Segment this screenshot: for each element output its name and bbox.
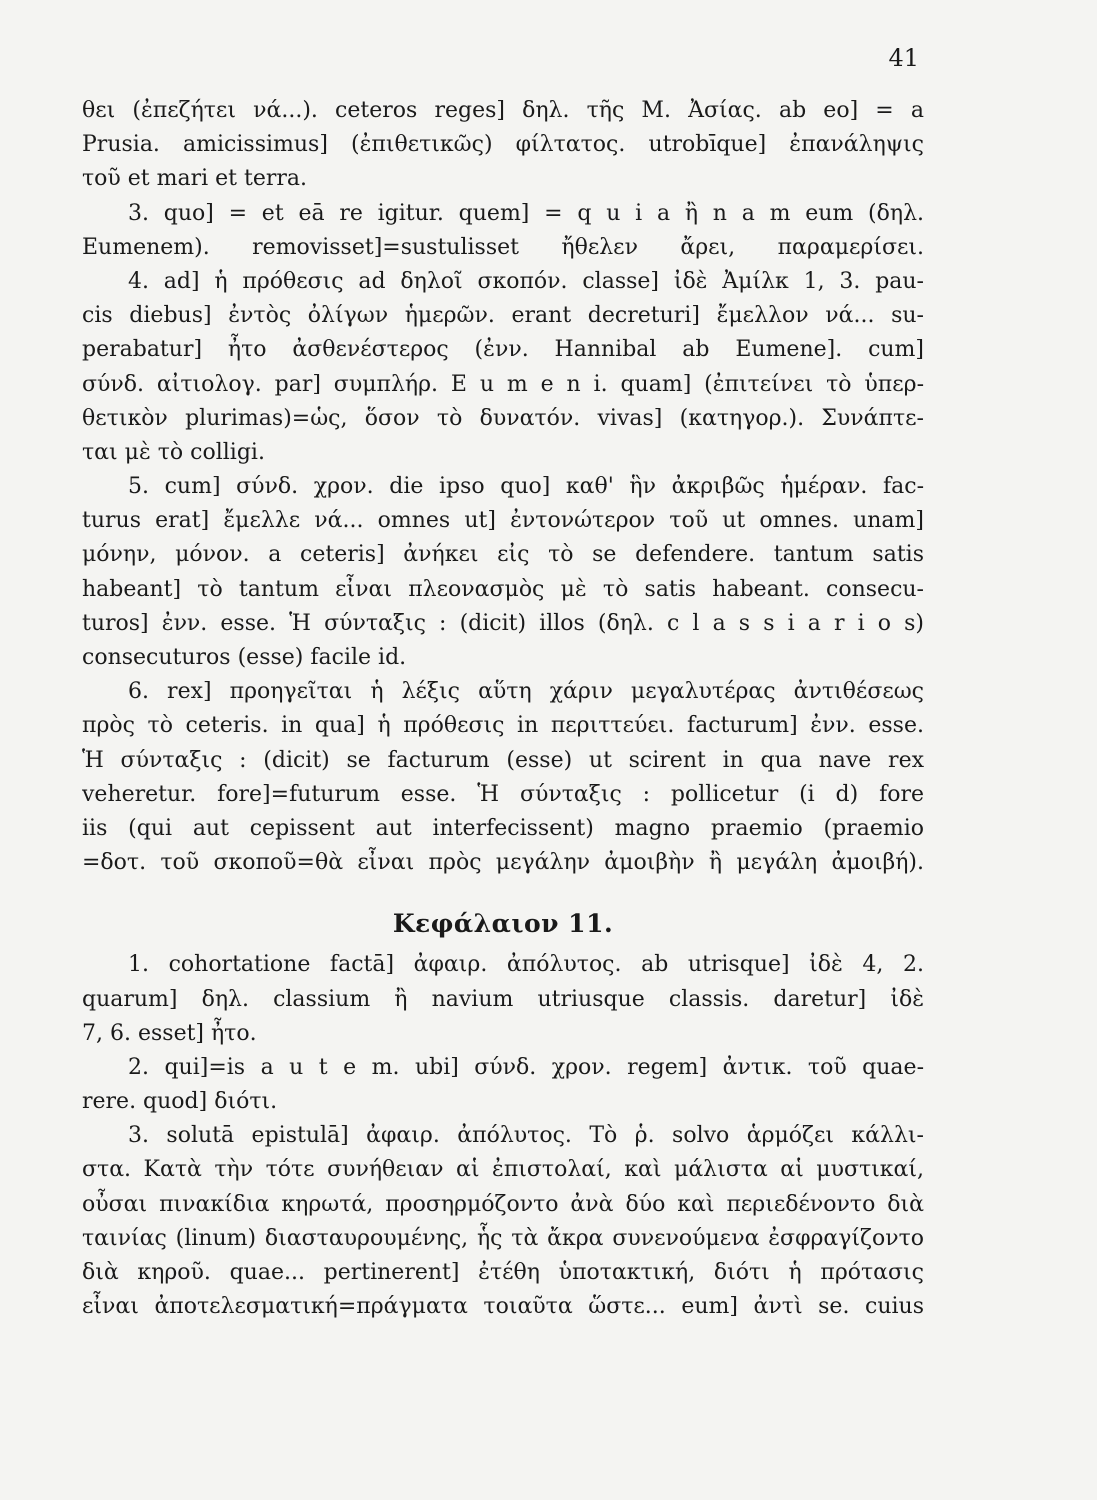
text-line: ταινίας (linum) διασταυρουμένης, ἧς τὰ ἄκρα συνενούμενα ἐσφραγίζοντο	[82, 1225, 924, 1251]
text-line: rere. quod] διότι.	[82, 1089, 278, 1115]
text-line: πρὸς τὸ ceteris. in qua] ἡ πρόθεσις in περιττεύει. facturum] ἐνν. esse.	[82, 713, 924, 739]
text-line: cis diebus] ἐντὸς ὀλίγων ἡμερῶν. erant decreturi] ἔμελλον νά... su-	[82, 303, 924, 329]
text-line: quarum] δηλ. classium ἢ navium utriusque classis. daretur] ἰδὲ	[82, 986, 924, 1012]
text-line: οὖσαι πινακίδια κηρωτά, προσηρμόζοντο ἀνὰ δύο καὶ περιεδένοντο διὰ	[82, 1191, 924, 1217]
text-line: perabatur] ἦτο ἀσθενέστερος (ἐνν. Hannibal ab Eumene]. cum]	[82, 337, 924, 363]
text-line: ται μὲ τὸ colligi.	[82, 439, 265, 465]
text-line: 1. cohortatione factā] ἀφαιρ. ἀπόλυτος. ab utrisque] ἰδὲ 4, 2.	[128, 952, 924, 978]
text-line: 3. quo] = et eā re igitur. quem] = q u i a ἢ n a m eum (δηλ.	[128, 200, 924, 226]
text-line: Prusia. amicissimus] (ἐπιθετικῶς) φίλτατος. utrobīque] ἐπανάληψις	[82, 132, 924, 158]
text-line: εἶναι ἀποτελεσματική=πράγματα τοιαῦτα ὥστε... eum] ἀντὶ se. cuius	[82, 1294, 924, 1320]
text-line: μόνην, μόνον. a ceteris] ἀνήκει εἰς τὸ se defendere. tantum satis	[82, 542, 924, 568]
text-line: 2. qui]=is a u t e m. ubi] σύνδ. χρον. regem] ἀντικ. τοῦ quae-	[128, 1054, 924, 1080]
section-chapter-11-notes	[82, 948, 924, 1324]
text-line: Ἡ σύνταξις : (dicit) se facturum (esse) ut scirent in qua nave rex	[82, 747, 924, 773]
text-line: turos] ἐνν. esse. Ἡ σύνταξις : (dicit) illos (δηλ. c l a s s i a r i o s)	[82, 610, 924, 636]
text-line: veheretur. fore]=futurum esse. Ἡ σύνταξις : pollicetur (i d) fore	[82, 781, 924, 807]
chapter-heading: Κεφάλαιον 11.	[392, 909, 614, 939]
text-line: 6. rex] προηγεῖται ἡ λέξις αὕτη χάριν μεγαλυτέρας ἀντιθέσεως	[128, 679, 924, 705]
text-line: iis (qui aut cepissent aut interfecissent) magno praemio (praemio	[82, 815, 924, 841]
text-line: consecuturos (esse) facile id.	[82, 645, 407, 670]
page-number: 41	[888, 44, 919, 72]
text-line: σύνδ. αἰτιολογ. par] συμπλήρ. E u m e n i. quam] (ἐπιτείνει τὸ ὑπερ-	[82, 371, 924, 397]
text-line: =δοτ. τοῦ σκοποῦ=θὰ εἶναι πρὸς μεγάλην ἀμοιβὴν ἢ μεγάλη ἀμοιβή).	[82, 850, 924, 876]
text-line: 4. ad] ἡ πρόθεσις ad δηλοῖ σκοπόν. classe] ἰδὲ Ἀμίλκ 1, 3. pau-	[128, 268, 924, 294]
text-line: habeant] τὸ tantum εἶναι πλεονασμὸς μὲ τὸ satis habeant. consecu-	[82, 576, 924, 602]
text-line: 5. cum] σύνδ. χρον. die ipso quo] καθ' ἣν ἀκριβῶς ἡμέραν. fac-	[128, 474, 924, 500]
text-line: turus erat] ἔμελλε νά... omnes ut] ἐντονώτερον τοῦ ut omnes. unam]	[82, 508, 924, 534]
text-line: θει (ἐπεζήτει νά...). ceteros reges] δηλ. τῆς Μ. Ἀσίας. ab eo] = a	[82, 98, 924, 123]
section-chapter-10-notes	[82, 94, 924, 880]
text-line: στα. Κατὰ τὴν τότε συνήθειαν αἱ ἐπιστολαί, καὶ μάλιστα αἱ μυστικαί,	[82, 1157, 924, 1183]
text-block	[82, 94, 924, 1324]
text-line: διὰ κηροῦ. quae... pertinerent] ἐτέθη ὑποτακτική, διότι ἡ πρότασις	[82, 1260, 924, 1285]
text-line: θετικὸν plurimas)=ὡς, ὅσον τὸ δυνατόν. vivas] (κατηγορ.). Συνάπτε-	[82, 405, 924, 431]
text-line: 7, 6. esset] ἦτο.	[82, 1020, 257, 1046]
text-line: τοῦ et mari et terra.	[82, 166, 308, 192]
text-line: Eumenem). removisset]=sustulisset ἤθελεν ἄρει, παραμερίσει.	[82, 234, 924, 260]
text-line: 3. solutā epistulā] ἀφαιρ. ἀπόλυτος. Τὸ ῥ. solvo ἁρμόζει κάλλι-	[128, 1123, 924, 1149]
